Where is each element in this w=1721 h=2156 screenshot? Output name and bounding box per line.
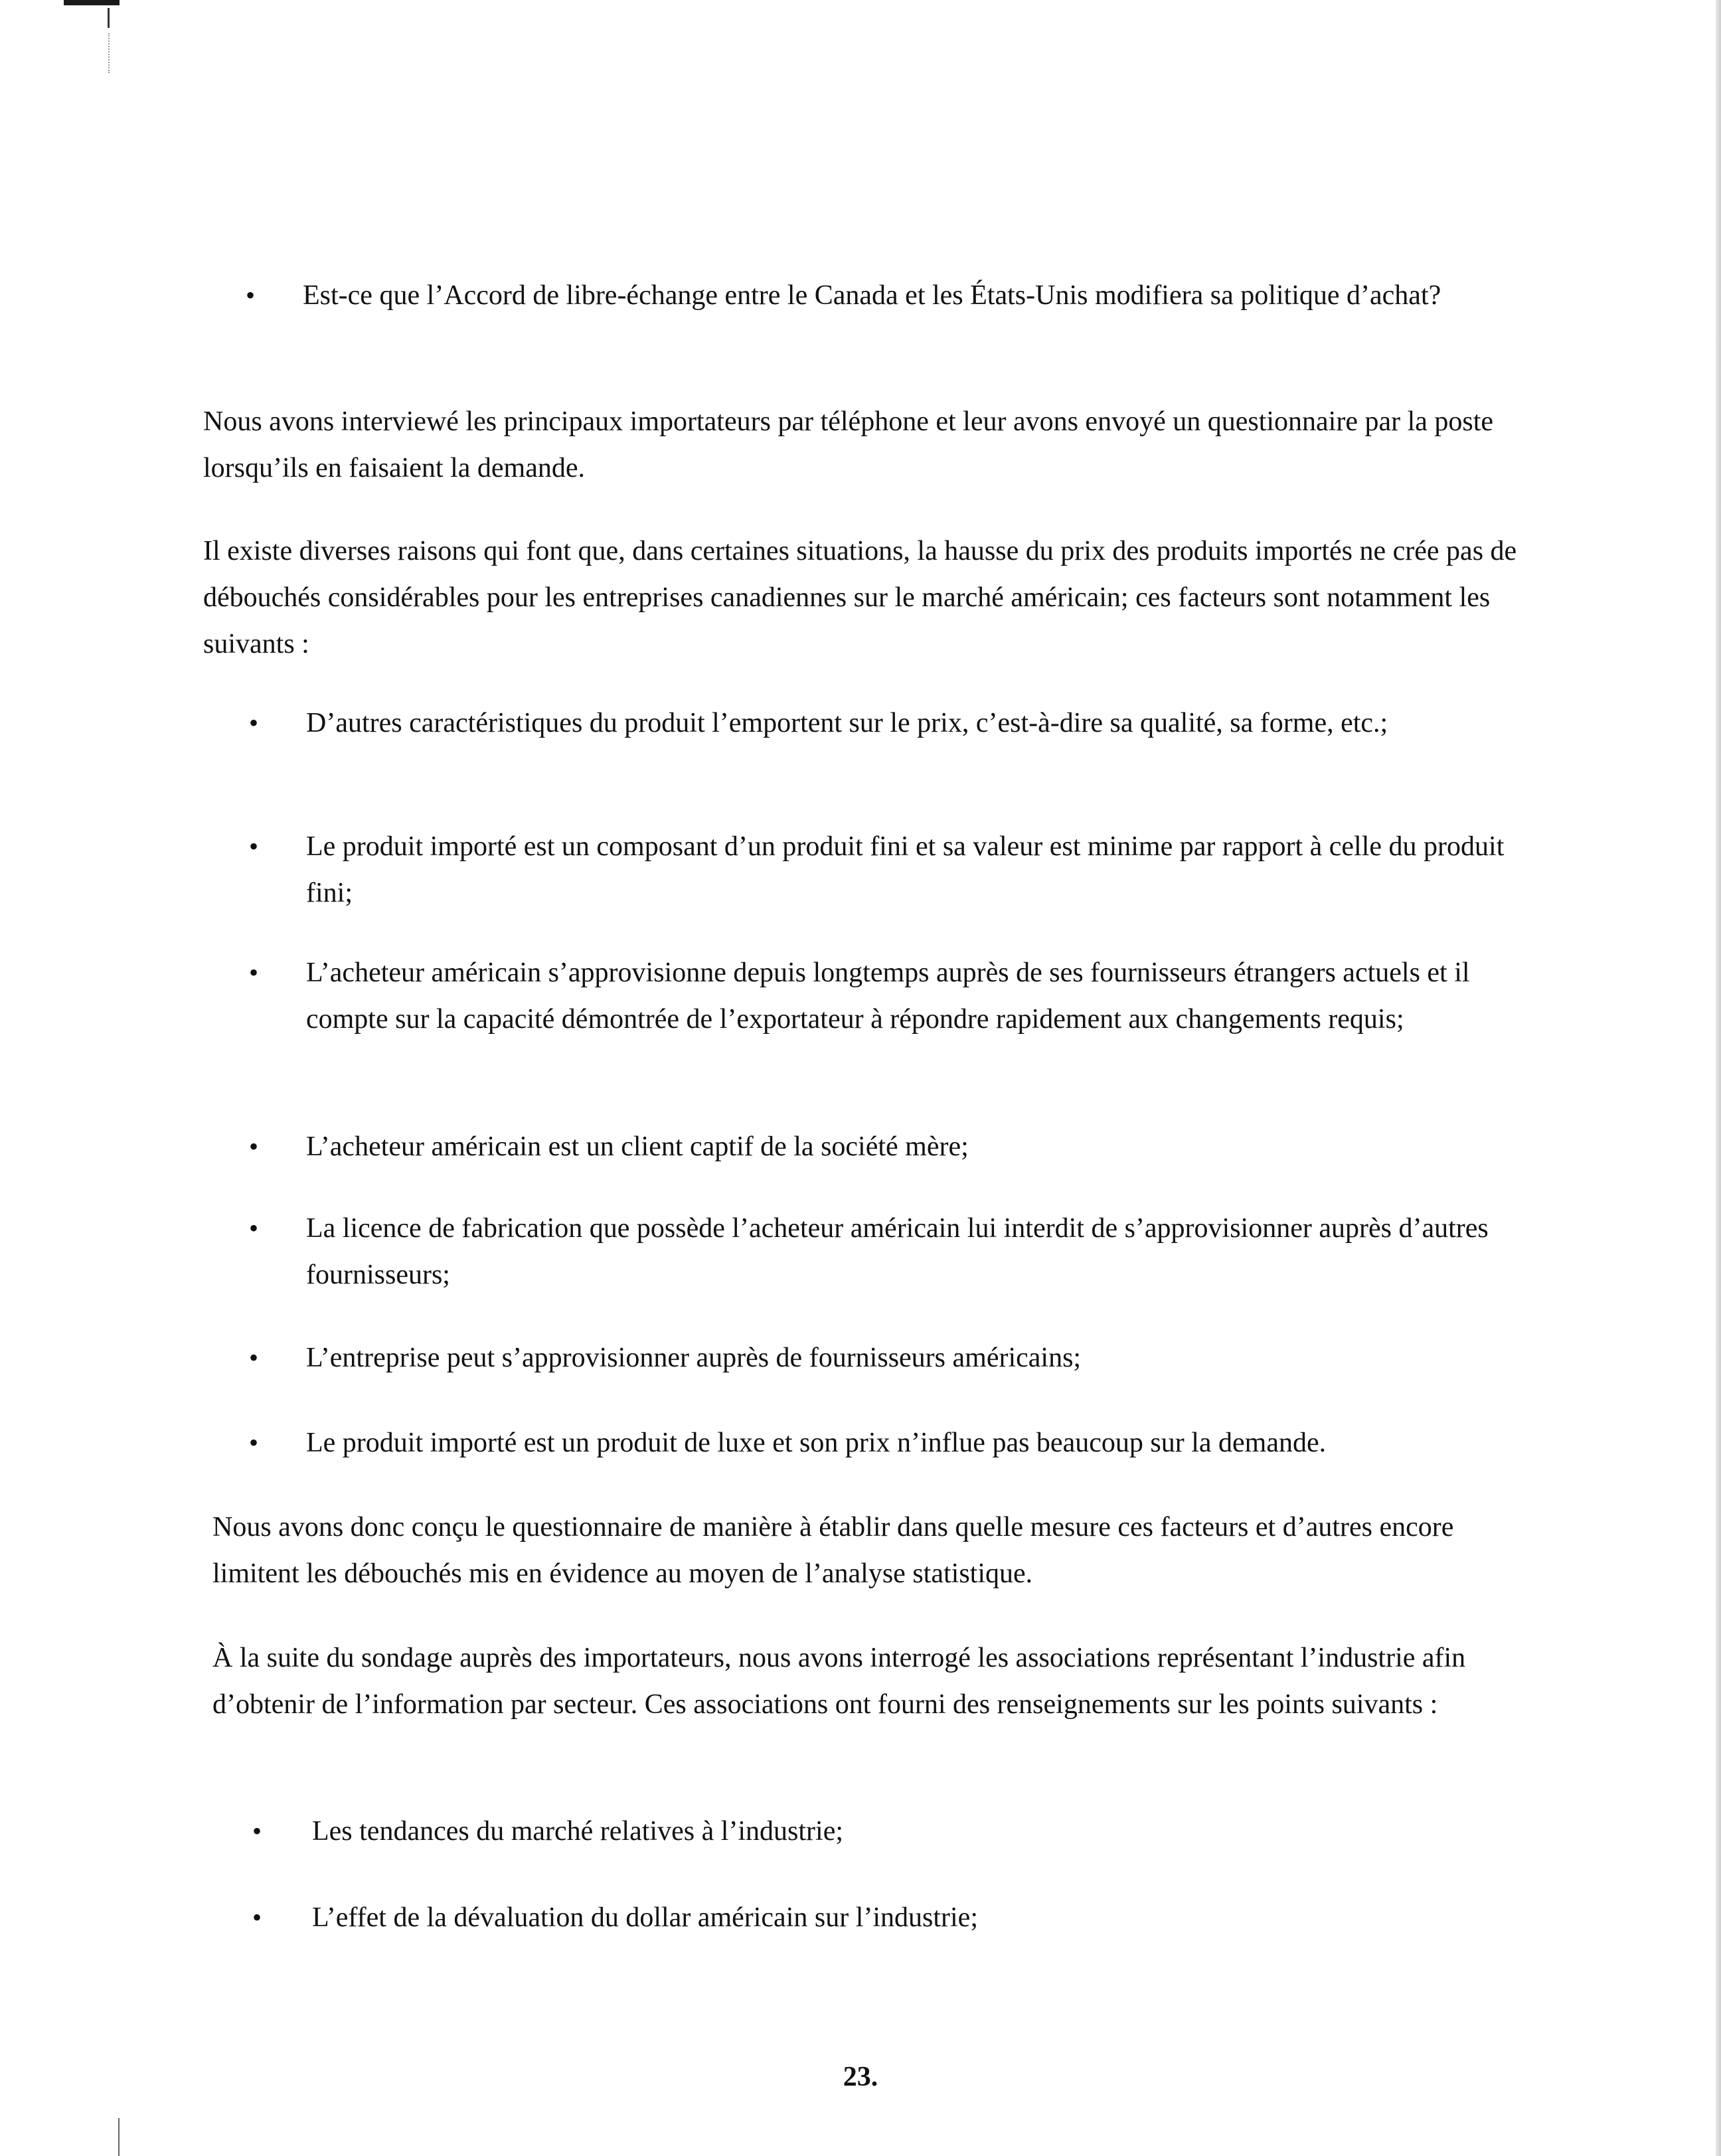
scan-artifact-bottom [118, 2118, 120, 2156]
scan-artifact-dots [108, 33, 110, 73]
paragraph: Nous avons donc conçu le questionnaire de manière à établir dans quelle mesure ces facteurs et d’autres encore limitent les débouchés mis en évidence au moyen de l’analyse statistique. [212, 1512, 1454, 1589]
bullet-item [249, 823, 1544, 916]
page-number: 23. [843, 2062, 878, 2092]
paragraph: À la suite du sondage auprès des importateurs, nous avons interrogé les associations représentant l’industrie afin d’obtenir de l’information par secteur. Ces associations ont fourni des renseignements sur les points suivants : [212, 1643, 1466, 1720]
bullet-dot: • [246, 280, 256, 310]
bullet-text: L’entreprise peut s’approvisionner auprès de fournisseurs américains; [306, 1343, 1082, 1373]
bullet-text: Est-ce que l’Accord de libre-échange entre le Canada et les États-Unis modifiera sa politique d’achat? [303, 280, 1441, 311]
scan-artifact-top [64, 0, 120, 5]
bullet-dot: • [249, 708, 259, 738]
bullet-text: L’effet de la dévaluation du dollar américain sur l’industrie; [312, 1902, 978, 1933]
bullet-item [249, 1420, 1544, 1466]
bullet-dot: • [249, 957, 259, 987]
bullet-item [249, 1335, 1544, 1381]
bullet-item [249, 1123, 1544, 1170]
bullet-text: Le produit importé est un composant d’un produit fini et sa valeur est minime par rapport à celle du produit fini; [306, 831, 1505, 908]
bullet-dot: • [252, 1902, 262, 1932]
scan-artifact-right-edge [1716, 0, 1721, 2156]
bullet-text: Les tendances du marché relatives à l’industrie; [312, 1816, 844, 1847]
bullet-item [249, 1205, 1544, 1298]
bullet-text: Le produit importé est un produit de luxe et son prix n’influe pas beaucoup sur la demande. [306, 1428, 1327, 1458]
paragraph: Nous avons interviewé les principaux importateurs par téléphone et leur avons envoyé un questionnaire par la poste lorsqu’ils en faisaient la demande. [203, 406, 1494, 483]
bullet-item [246, 272, 1540, 365]
bullet-dot: • [249, 1131, 259, 1161]
bullet-dot: • [249, 1428, 259, 1457]
bullet-text: L’acheteur américain est un client captif de la société mère; [306, 1131, 969, 1162]
bullet-item [252, 1808, 1547, 1855]
bullet-item [249, 950, 1544, 1089]
bullet-item [249, 700, 1544, 793]
paragraph: Il existe diverses raisons qui font que, dans certaines situations, la hausse du prix des produits importés ne crée pas de débouchés considérables pour les entreprises canadiennes sur le marché américain; ces facteurs sont notamment les suivants : [203, 536, 1517, 659]
bullet-dot: • [249, 1343, 259, 1372]
bullet-text: L’acheteur américain s’approvisionne depuis longtemps auprès de ses fournisseurs étrangers actuels et il compte sur la capacité démontrée de l’exportateur à répondre rapidement aux changements requis; [306, 957, 1470, 1035]
bullet-text: La licence de fabrication que possède l’acheteur américain lui interdit de s’approvisionner auprès d’autres fournisseurs; [306, 1213, 1489, 1290]
bullet-dot: • [249, 831, 259, 861]
bullet-item [252, 1894, 1547, 1941]
bullet-dot: • [252, 1816, 262, 1846]
scan-artifact-tick [108, 8, 110, 28]
bullet-dot: • [249, 1213, 259, 1243]
bullet-text: D’autres caractéristiques du produit l’emportent sur le prix, c’est-à-dire sa qualité, sa forme, etc.; [306, 708, 1388, 738]
